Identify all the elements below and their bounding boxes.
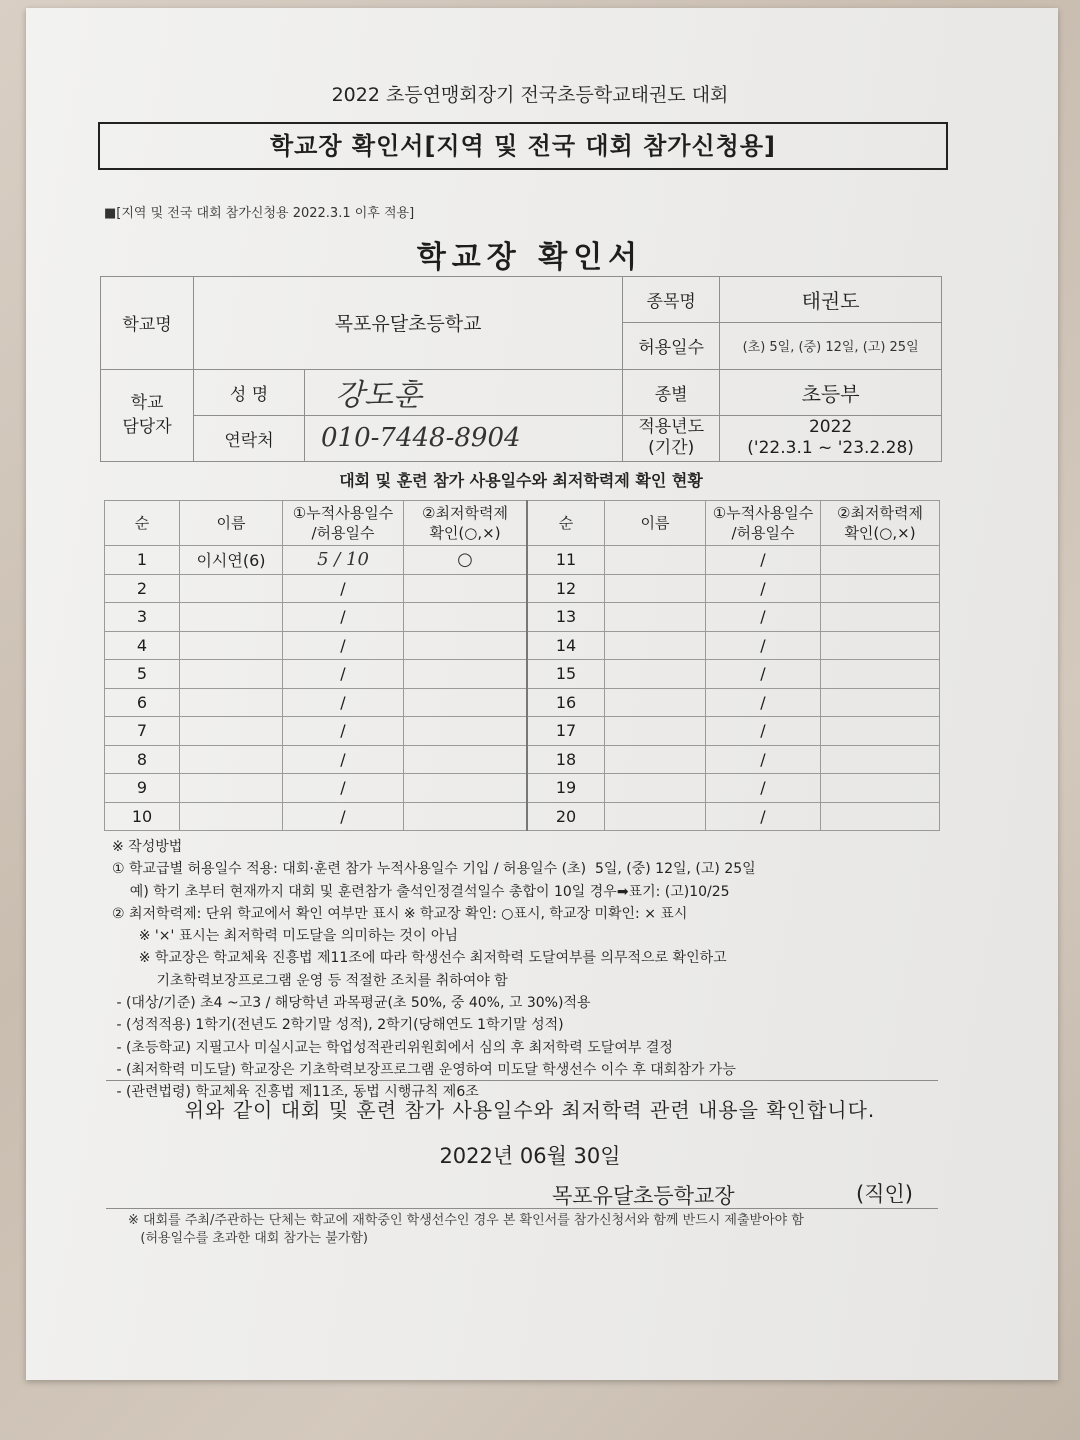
row-check-2 xyxy=(821,717,940,746)
row-no-2: 20 xyxy=(527,802,605,831)
method-line: ② 최저학력제: 단위 학교에서 확인 여부만 표시 ※ 학교장 확인: ○표시, 학교장 미확인: × 표시 xyxy=(112,905,688,922)
school-value: 목포유달초등학교 xyxy=(194,277,623,370)
row-check-2 xyxy=(821,802,940,831)
table-row xyxy=(105,802,940,831)
row-days: 5 / 10 xyxy=(283,546,404,575)
row-check xyxy=(404,745,528,774)
row-days: / xyxy=(283,802,404,831)
record-table-header xyxy=(105,501,940,546)
method-line: ① 학교급별 허용일수 적용: 대회·훈련 참가 누적사용일수 기입 / 허용일수 (초) 5일, (중) 12일, (고) 25일 xyxy=(112,861,756,878)
row-check-2 xyxy=(821,745,940,774)
row-name xyxy=(180,660,283,689)
row-days: / xyxy=(283,660,404,689)
row-days: / xyxy=(283,745,404,774)
row-check xyxy=(404,688,528,717)
writing-method xyxy=(112,836,942,1104)
row-check xyxy=(404,603,528,632)
row-no: 2 xyxy=(105,574,180,603)
row-days-2: / xyxy=(706,717,821,746)
row-name-2 xyxy=(605,574,706,603)
row-days: / xyxy=(283,688,404,717)
header-name: 이름 xyxy=(180,501,283,546)
row-name xyxy=(180,603,283,632)
row-no-2: 19 xyxy=(527,774,605,803)
row-check-2 xyxy=(821,688,940,717)
row-days-2: / xyxy=(706,631,821,660)
form-title: 학교장 확인서[지역 및 전국 대회 참가신청용] xyxy=(98,122,948,170)
row-name xyxy=(180,631,283,660)
row-no: 8 xyxy=(105,745,180,774)
row-no-2: 13 xyxy=(527,603,605,632)
row-check xyxy=(404,802,528,831)
row-check xyxy=(404,574,528,603)
row-days-2: / xyxy=(706,745,821,774)
divider xyxy=(106,1080,938,1081)
row-days-2: / xyxy=(706,802,821,831)
row-name-2 xyxy=(605,774,706,803)
name-label: 성 명 xyxy=(194,369,305,415)
school-info-table xyxy=(100,276,942,462)
issue-date: 2022년 06월 30일 xyxy=(439,1144,621,1168)
allowed-label: 허용일수 xyxy=(623,323,720,369)
table-row xyxy=(105,603,940,632)
method-line: ※ '×' 표시는 최저학력 미도달을 의미하는 것이 아님 xyxy=(112,928,458,945)
row-check xyxy=(404,660,528,689)
method-line: - (최저학력 미도달) 학교장은 기초학력보장프로그램 운영하여 미도달 학생선수 이수 후 대회참가 가능 xyxy=(112,1061,736,1078)
method-line: - (대상/기준) 초4 ~고3 / 해당학년 과목평균(초 50%, 중 40%, 고 30%)적용 xyxy=(112,995,591,1012)
table-row xyxy=(105,774,940,803)
method-line: - (관련법령) 학교체육 진흥법 제11조, 동법 시행규칙 제6조 xyxy=(112,1084,479,1101)
header-check-2: ②최저학력제 확인(○,×) xyxy=(821,501,940,546)
row-days: / xyxy=(283,774,404,803)
name-value-handwritten: 강도훈 xyxy=(305,369,623,415)
table-row xyxy=(105,660,940,689)
row-check: ○ xyxy=(404,546,528,575)
top-note: ■[지역 및 전국 대회 참가신청용 2022.3.1 이후 적용] xyxy=(104,206,415,221)
year-label: 적용년도 (기간) xyxy=(623,415,720,461)
table-row xyxy=(105,631,940,660)
row-name-2 xyxy=(605,802,706,831)
allowed-value: (초) 5일, (중) 12일, (고) 25일 xyxy=(720,323,942,369)
table-row xyxy=(105,745,940,774)
row-name: 이시연(6) xyxy=(180,546,283,575)
method-line: 예) 학기 초부터 현재까지 대회 및 훈련참가 출석인정결석일수 총합이 10일 경우➡표기: (고)10/25 xyxy=(112,883,730,900)
footnote-line: (허용일수를 초과한 대회 참가는 불가함) xyxy=(128,1231,368,1246)
row-no: 4 xyxy=(105,631,180,660)
row-name-2 xyxy=(605,546,706,575)
document-title: 학교장 확인서 xyxy=(416,240,644,275)
contact-value-handwritten: 010-7448-8904 xyxy=(305,415,623,461)
year-value: 2022 ('22.3.1 ~ '23.2.28) xyxy=(720,415,942,461)
row-days-2: / xyxy=(706,574,821,603)
row-name xyxy=(180,745,283,774)
table-row xyxy=(105,717,940,746)
row-days-2: / xyxy=(706,546,821,575)
row-no: 1 xyxy=(105,546,180,575)
table-row xyxy=(105,574,940,603)
division-label: 종별 xyxy=(623,369,720,415)
table-row xyxy=(105,546,940,575)
row-no-2: 15 xyxy=(527,660,605,689)
confirmation-statement: 위와 같이 대회 및 훈련 참가 사용일수와 최저학력 관련 내용을 확인합니다. xyxy=(184,1098,876,1122)
row-no-2: 16 xyxy=(527,688,605,717)
header-days: ①누적사용일수 /허용일수 xyxy=(283,501,404,546)
manager-label: 학교 담당자 xyxy=(101,369,194,462)
method-line: 기초학력보장프로그램 운영 등 적절한 조치를 취하여야 함 xyxy=(112,972,508,989)
principal-name: 목포유달초등학교장 xyxy=(552,1184,735,1208)
event-title: 2022 초등연맹회장기 전국초등학교태권도 대회 xyxy=(331,84,729,106)
row-no: 10 xyxy=(105,802,180,831)
row-check-2 xyxy=(821,603,940,632)
header-name-2: 이름 xyxy=(605,501,706,546)
row-no: 6 xyxy=(105,688,180,717)
row-name xyxy=(180,574,283,603)
row-no: 9 xyxy=(105,774,180,803)
row-check xyxy=(404,717,528,746)
row-name-2 xyxy=(605,688,706,717)
row-name-2 xyxy=(605,717,706,746)
row-name-2 xyxy=(605,631,706,660)
row-check xyxy=(404,774,528,803)
row-check-2 xyxy=(821,631,940,660)
row-name-2 xyxy=(605,603,706,632)
record-table xyxy=(104,500,940,831)
row-no-2: 12 xyxy=(527,574,605,603)
row-days: / xyxy=(283,717,404,746)
row-no: 7 xyxy=(105,717,180,746)
row-name xyxy=(180,717,283,746)
row-name-2 xyxy=(605,745,706,774)
row-days-2: / xyxy=(706,660,821,689)
sport-label: 종목명 xyxy=(623,277,720,323)
divider xyxy=(106,1208,938,1209)
row-days: / xyxy=(283,631,404,660)
row-no-2: 17 xyxy=(527,717,605,746)
sport-value: 태권도 xyxy=(720,277,942,323)
row-days-2: / xyxy=(706,774,821,803)
header-days-2: ①누적사용일수 /허용일수 xyxy=(706,501,821,546)
row-check-2 xyxy=(821,546,940,575)
header-no: 순 xyxy=(105,501,180,546)
school-label: 학교명 xyxy=(101,277,194,370)
header-check: ②최저학력제 확인(○,×) xyxy=(404,501,528,546)
method-line: - (성적적용) 1학기(전년도 2학기말 성적), 2학기(당해연도 1학기말 성적) xyxy=(112,1017,564,1034)
footnote-line: ※ 대회를 주최/주관하는 단체는 학교에 재학중인 학생선수인 경우 본 확인서를 참가신청서와 함께 반드시 제출받아야 함 xyxy=(128,1213,804,1228)
row-name xyxy=(180,774,283,803)
method-line: ※ 학교장은 학교체육 진흥법 제11조에 따라 학생선수 최저학력 도달여부를 의무적으로 확인하고 xyxy=(112,950,727,967)
table-row xyxy=(105,688,940,717)
section-title: 대회 및 훈련 참가 사용일수와 최저학력제 확인 현황 xyxy=(339,471,703,490)
contact-label: 연락처 xyxy=(194,415,305,461)
row-name-2 xyxy=(605,660,706,689)
row-no: 3 xyxy=(105,603,180,632)
row-no-2: 11 xyxy=(527,546,605,575)
row-check-2 xyxy=(821,774,940,803)
row-name xyxy=(180,688,283,717)
method-line: - (초등학교) 지필고사 미실시교는 학업성적관리위원회에서 심의 후 최저학력 도달여부 결정 xyxy=(112,1039,673,1056)
division-value: 초등부 xyxy=(720,369,942,415)
row-check-2 xyxy=(821,574,940,603)
row-name xyxy=(180,802,283,831)
row-no-2: 18 xyxy=(527,745,605,774)
row-days-2: / xyxy=(706,603,821,632)
footnote xyxy=(128,1212,928,1248)
row-days: / xyxy=(283,574,404,603)
official-seal: (직인) xyxy=(856,1182,913,1206)
row-no: 5 xyxy=(105,660,180,689)
row-days: / xyxy=(283,603,404,632)
method-heading: ※ 작성방법 xyxy=(112,839,183,855)
row-check-2 xyxy=(821,660,940,689)
row-no-2: 14 xyxy=(527,631,605,660)
row-check xyxy=(404,631,528,660)
row-days-2: / xyxy=(706,688,821,717)
header-no-2: 순 xyxy=(527,501,605,546)
